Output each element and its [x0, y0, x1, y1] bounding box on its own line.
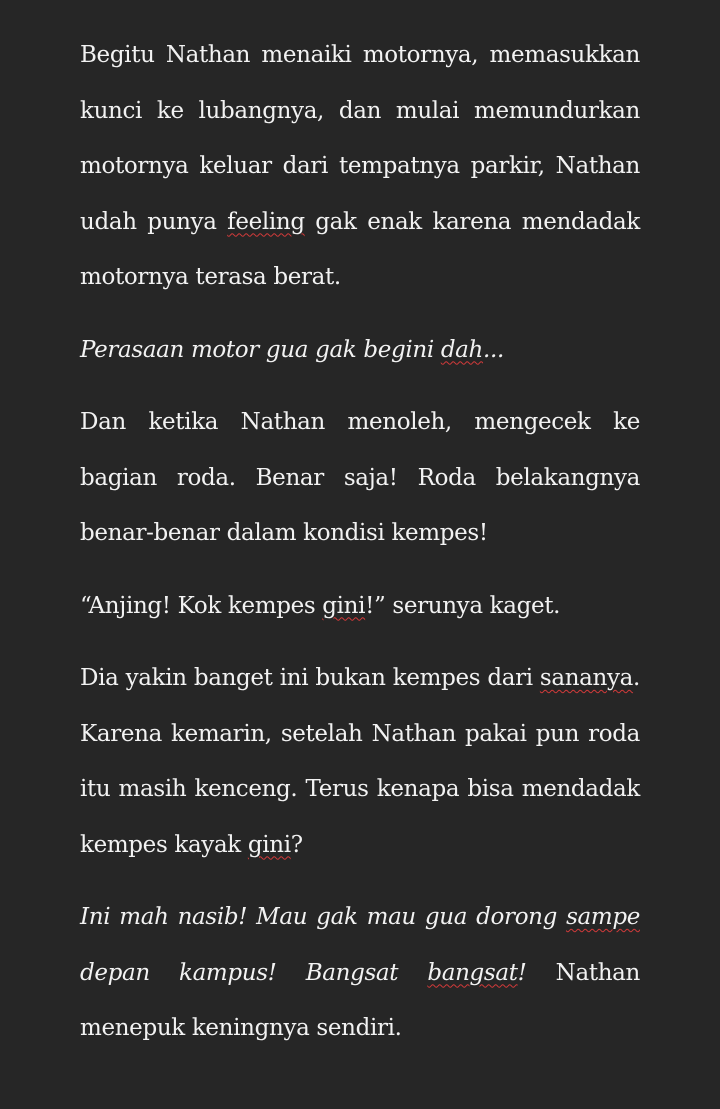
misspelled-word: dah	[440, 336, 484, 363]
paragraph	[80, 323, 640, 379]
text-segment: Ini mah nasib! Mau gak mau gua dorong	[80, 904, 567, 930]
misspelled-word: bangsat	[427, 959, 518, 986]
text-segment: gak enak karena mendadak motornya terasa berat.	[80, 208, 640, 290]
paragraph	[80, 890, 640, 1057]
misspelled-word: feeling	[227, 208, 305, 235]
misspelled-word: gini	[247, 831, 291, 858]
text-segment: depan kampus! Bangsat	[80, 959, 428, 986]
text-segment: “Anjing! Kok kempes	[80, 592, 323, 619]
text-segment: Begitu Nathan menaiki motornya, memasukkan kunci ke lubangnya, dan mulai memundurkan motornya keluar dari tempatnya parkir, Nathan udah punya	[80, 42, 640, 235]
misspelled-word: sananya	[539, 665, 634, 691]
text-segment: Perasaan motor gua gak begini	[80, 336, 441, 363]
text-segment: Nathan menepuk keningnya sendiri.	[80, 959, 640, 1041]
paragraph	[80, 28, 640, 306]
document-body	[80, 28, 640, 1057]
paragraph	[80, 651, 640, 873]
text-segment: Dan ketika Nathan menoleh, mengecek ke bagian roda. Benar saja! Roda belakangnya benar-benar dalam kondisi kempes!	[80, 409, 640, 546]
text-segment: ...	[483, 336, 504, 363]
paragraph	[80, 395, 640, 562]
text-segment: ?	[290, 831, 303, 858]
paragraph	[80, 579, 640, 635]
text-segment: !” serunya kaget.	[365, 592, 561, 619]
misspelled-word: gini	[322, 592, 366, 619]
text-segment: Dia yakin banget ini bukan kempes dari	[80, 665, 540, 691]
misspelled-word: sampe	[566, 904, 640, 930]
text-segment: . Karena kemarin, setelah Nathan pakai pun roda itu masih kenceng. Terus kenapa bisa mendadak kempes kayak	[80, 665, 640, 858]
text-segment: !	[517, 959, 527, 986]
